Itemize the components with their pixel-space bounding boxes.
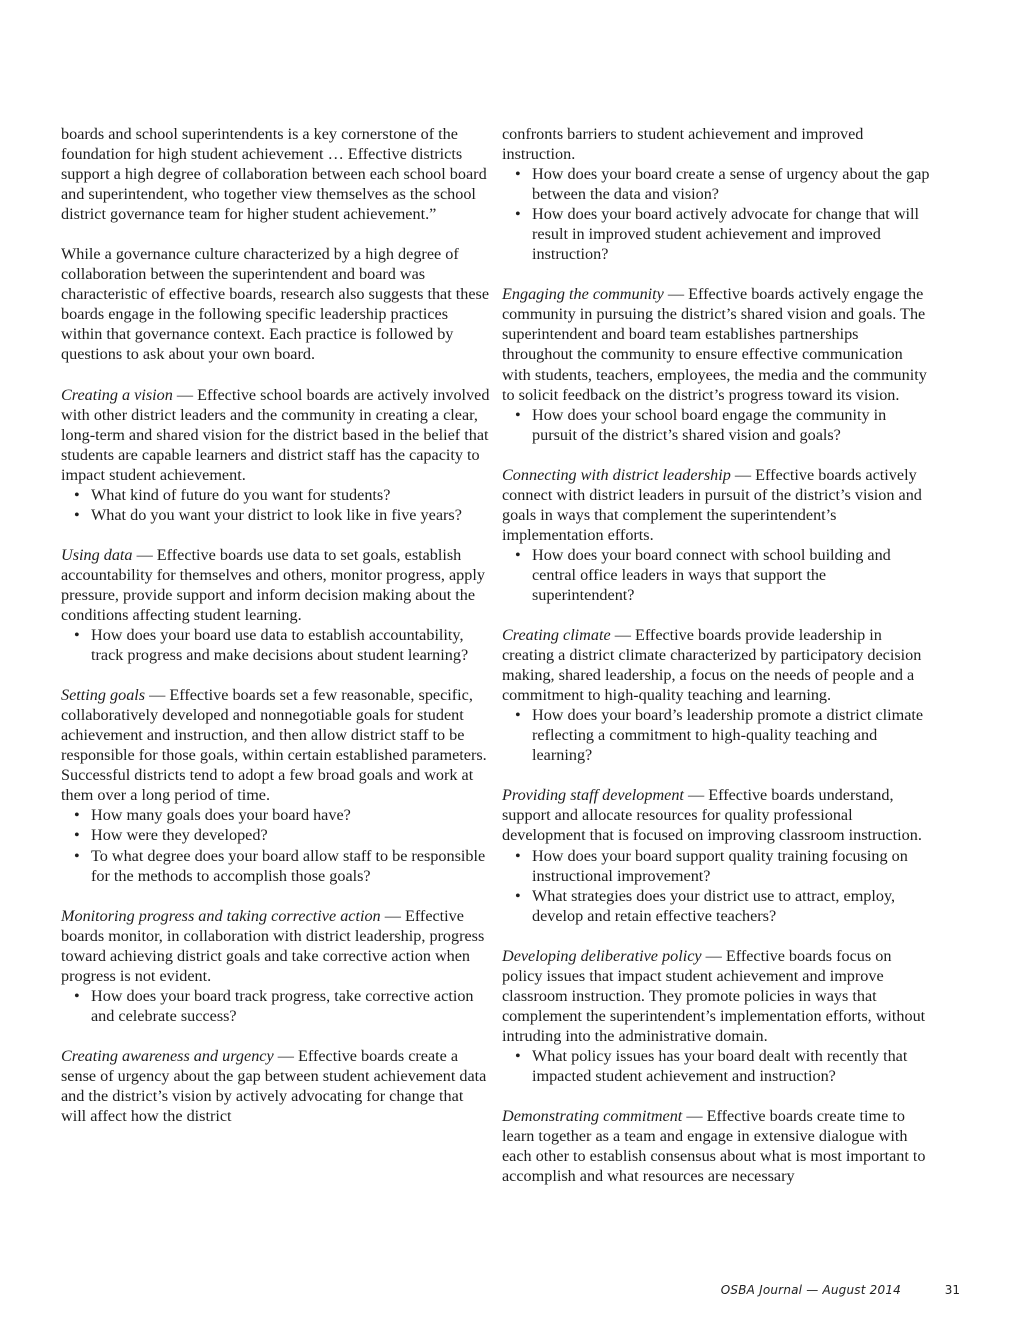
question-item: • How does your board’s leadership promote a district climate reflecting a commitment to high-quality teaching and learning? [502, 705, 932, 765]
question-list [502, 846, 932, 926]
section-body: confronts barriers to student achievement and improved instruction. [502, 125, 864, 164]
section-body [502, 1106, 932, 1186]
question-item: • How does your board track progress, take corrective action and celebrate success? [61, 986, 491, 1026]
section-body [502, 946, 932, 1046]
section-text: — Effective boards actively connect with district leaders in pursuit of the district’s vision and goals in ways that complement the superintendent’s implementation efforts. [502, 465, 922, 544]
question-item: • How does your board support quality training focusing on instructional improvement? [502, 846, 932, 886]
section-lead: Connecting with district leadership [502, 465, 731, 484]
section-lead: Creating a vision [61, 385, 173, 404]
section-text: — Effective boards monitor, in collaboration with district leadership, progress toward achieving district goals and take corrective action when progress is not evident. [61, 906, 485, 985]
page-footer [0, 1283, 1024, 1303]
journal-title: OSBA Journal — August 2014 [720, 1283, 901, 1297]
section-text: — Effective boards focus on policy issues that impact student achievement and improve classroom instruction. They promote policies in ways that complement the superintendent’s implementation efforts, without intruding into the administrative domain. [502, 946, 926, 1045]
question-item: • How were they developed? [61, 825, 491, 845]
question-list [61, 485, 491, 525]
section-body [502, 465, 932, 545]
question-item: • How does your board create a sense of urgency about the gap between the data and vision? [502, 164, 932, 204]
section-body [61, 685, 491, 805]
section-lead: Using data [61, 545, 133, 564]
question-list [502, 705, 932, 765]
section-creating-climate [502, 625, 932, 765]
section-body [61, 545, 491, 625]
intro-continuation: boards and school superintendents is a key cornerstone of the foundation for high student achievement … Effective districts support a high degree of collaboration between each school board and superintendent, who together view themselves as the school district governance team for higher student achievement.” [61, 125, 487, 224]
question-list [502, 545, 932, 605]
governance-paragraph: While a governance culture characterized by a high degree of collaboration between the superintendent and board was characteristic of effective boards, research also suggests that these boards engage in the following specific leadership practices within that governance context. Each practice is followed by questions to ask about your own board. [61, 245, 490, 364]
section-lead: Monitoring progress and taking corrective action [61, 906, 381, 925]
section-lead: Engaging the community [502, 285, 664, 304]
section-connecting-leadership [502, 465, 932, 605]
question-item: • How does your board actively advocate for change that will result in improved student achievement and improved instruction? [502, 204, 932, 264]
section-text: — Effective boards set a few reasonable, specific, collaboratively developed and nonnegotiable goals for student achievement and instruction, and then allow district staff to be responsible for those goals, within certain established parameters. Successful districts tend to adopt a few broad goals and work at them over a long period of time. [61, 686, 487, 805]
section-awareness-urgency [61, 1046, 491, 1126]
section-lead: Creating awareness and urgency [61, 1046, 274, 1065]
question-item: • What policy issues has your board dealt with recently that impacted student achievement and instruction? [502, 1046, 932, 1086]
section-demonstrating-commitment [502, 1106, 932, 1186]
section-engaging-community [502, 284, 932, 444]
page-number: 31 [944, 1283, 960, 1297]
question-item: • How many goals does your board have? [61, 805, 491, 825]
question-list [61, 986, 491, 1026]
section-body [502, 785, 932, 845]
section-using-data [61, 545, 491, 665]
question-list [502, 405, 932, 445]
section-body [61, 1046, 491, 1126]
section-text: — Effective boards create a sense of urgency about the gap between student achievement data and the district’s vision by actively advocating for change that will affect how the district [61, 1046, 487, 1126]
question-item: • What kind of future do you want for students? [61, 485, 491, 505]
section-text: — Effective boards provide leadership in creating a district climate characterized by participatory decision making, shared leadership, a focus on the needs of people and a commitment to high-quality teaching and learning. [502, 626, 922, 705]
section-body [61, 385, 491, 485]
question-item: • How does your board connect with school building and central office leaders in ways that support the superintendent? [502, 545, 932, 605]
section-text: — Effective school boards are actively involved with other district leaders and the community in creating a clear, long-term and shared vision for the district based in the belief that students are capable learners and district staff has the capacity to impact student achievement. [61, 385, 490, 484]
question-item: • How does your board use data to establish accountability, track progress and make decisions about student learning? [61, 625, 491, 665]
right-column [502, 124, 932, 1206]
section-body [61, 906, 491, 986]
question-list [61, 625, 491, 665]
section-text: — Effective boards understand, support and allocate resources for quality professional development that is focused on improving classroom instruction. [502, 786, 922, 845]
section-text: — Effective boards create time to learn together as a team and engage in extensive dialogue with each other to establish consensus about what is most important to accomplish and what resources are necessary [502, 1107, 926, 1186]
section-lead: Providing staff development [502, 786, 684, 805]
section-creating-vision [61, 385, 491, 525]
section-body [502, 625, 932, 705]
section-lead: Setting goals [61, 686, 146, 705]
question-list [502, 164, 932, 264]
section-lead: Demonstrating commitment [502, 1107, 683, 1126]
left-column [61, 124, 491, 1146]
section-text: — Effective boards use data to set goals, establish accountability for themselves and others, monitor progress, apply pressure, provide support and inform decision making about the conditions affecting student learning. [61, 545, 485, 624]
question-item: • How does your school board engage the community in pursuit of the district’s shared vision and goals? [502, 405, 932, 445]
section-setting-goals [61, 685, 491, 885]
section-lead: Developing deliberative policy [502, 946, 702, 965]
section-urgency-continuation [502, 124, 932, 264]
section-body [502, 284, 932, 404]
section-staff-development [502, 785, 932, 925]
section-text: — Effective boards actively engage the community in pursuing the district’s shared vision and goals. The superintendent and board team establishes partnerships throughout the community to ensure effective communication with students, teachers, employees, the media and the community to solicit feedback on the district’s progress toward its vision. [502, 285, 927, 404]
question-list [502, 1046, 932, 1086]
section-monitoring-progress [61, 906, 491, 1026]
question-item: • What strategies does your district use to attract, employ, develop and retain effective teachers? [502, 886, 932, 926]
section-deliberative-policy [502, 946, 932, 1086]
question-list [61, 805, 491, 885]
question-item: • What do you want your district to look like in five years? [61, 505, 491, 525]
question-item: • To what degree does your board allow staff to be responsible for the methods to accomplish those goals? [61, 846, 491, 886]
section-lead: Creating climate [502, 626, 611, 645]
